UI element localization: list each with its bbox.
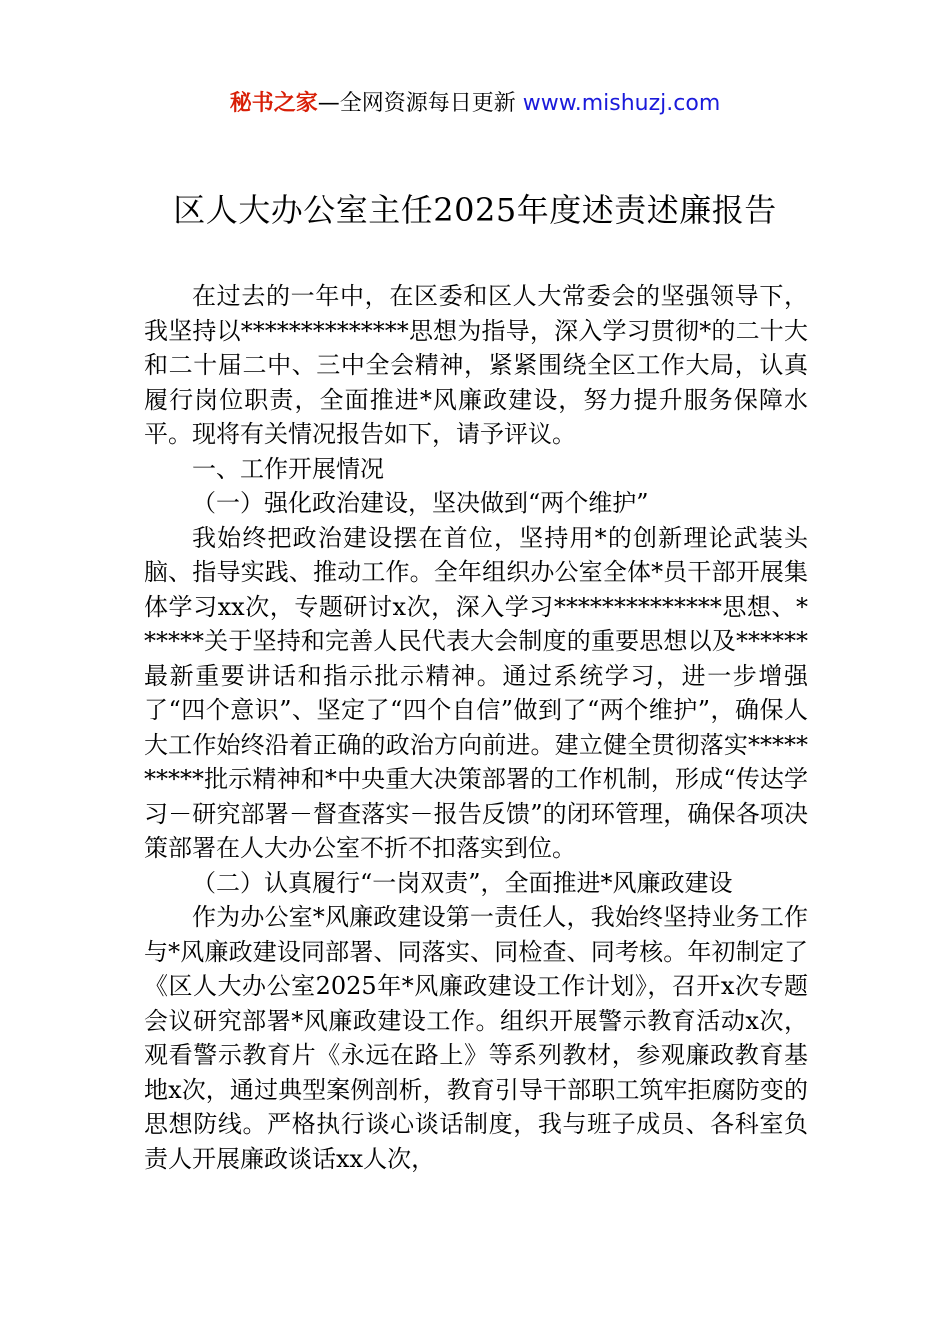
banner-slogan: —全网资源每日更新	[317, 91, 523, 116]
site-url-link[interactable]: www.mishuzj.com	[522, 91, 721, 116]
brand-name: 秘书之家	[229, 91, 318, 116]
subsection-heading-integrity: （二）认真履行“一岗双责”，全面推进*风廉政建设	[192, 868, 733, 897]
political-paragraph: 我始终把政治建设摆在首位，坚持用*的创新理论武装头脑、指导实践、推动工作。全年组织办公室全体*员干部开展集体学习xx次，专题研讨x次，深入学习**************思想、******关于坚持和完善人民代表大会制度的重要思想以及******最新重要讲话和指示批示精神。通过系统学习，进一步增强了“四个意识”、坚定了“四个自信”做到了“两个维护”，确保人大工作始终沿着正确的政治方向前进。建立健全贯彻落实**********批示精神和*中央重大决策部署的工作机制，形成“传达学习－研究部署－督查落实－报告反馈”的闭环管理，确保各项决策部署在人大办公室不折不扣落实到位。	[144, 523, 808, 862]
site-banner	[0, 88, 950, 120]
document-title: 区人大办公室主任2025年度述责述廉报告	[173, 191, 777, 229]
document-body	[144, 279, 808, 1176]
section-heading-work: 一、工作开展情况	[192, 454, 384, 483]
integrity-paragraph: 作为办公室*风廉政建设第一责任人，我始终坚持业务工作与*风廉政建设同部署、同落实、同检查、同考核。年初制定了《区人大办公室2025年*风廉政建设工作计划》，召开x次专题会议研究部署*风廉政建设工作。组织开展警示教育活动x次，观看警示教育片《永远在路上》等系列教材，参观廉政教育基地x次，通过典型案例剖析，教育引导干部职工筑牢拒腐防变的思想防线。严格执行谈心谈话制度，我与班子成员、各科室负责人开展廉政谈话xx人次，	[144, 903, 808, 1173]
intro-paragraph: 在过去的一年中，在区委和区人大常委会的坚强领导下，我坚持以**************思想为指导，深入学习贯彻*的二十大和二十届二中、三中全会精神，紧紧围绕全区工作大局，认真履行岗位职责，全面推进*风廉政建设，努力提升服务保障水平。现将有关情况报告如下，请予评议。	[144, 282, 808, 448]
subsection-heading-political: （一）强化政治建设，坚决做到“两个维护”	[192, 489, 649, 517]
